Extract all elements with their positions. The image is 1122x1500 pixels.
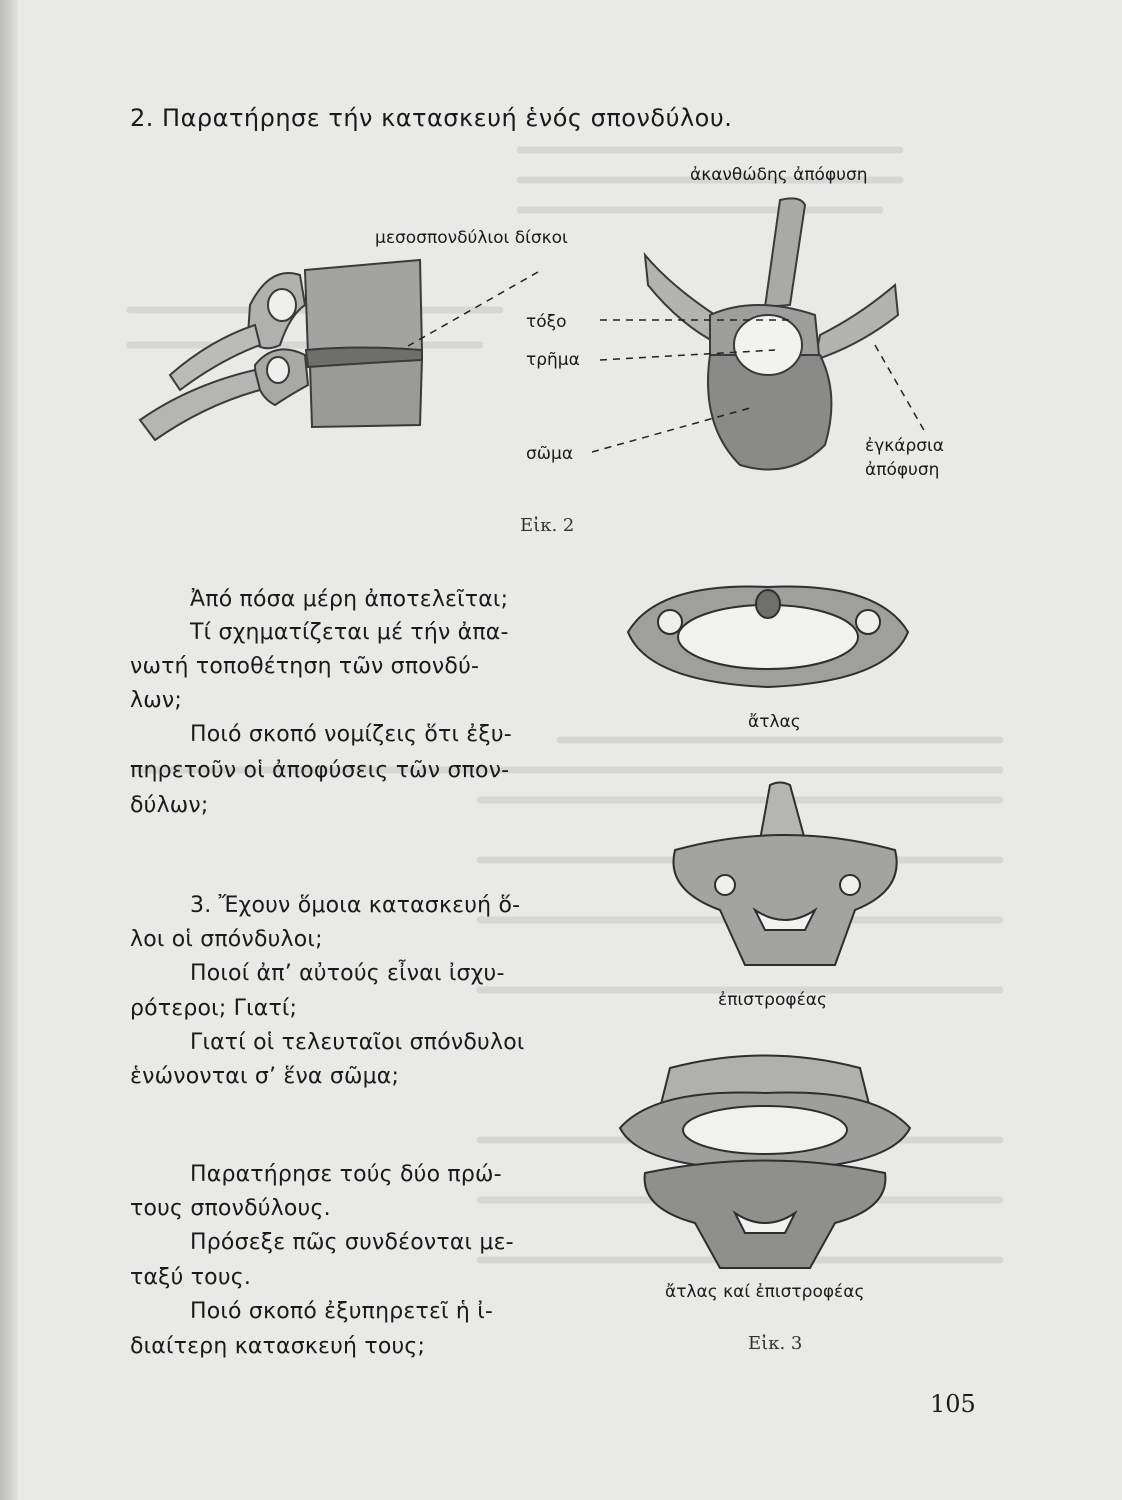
section-heading: 2. Παρατήρησε τήν κατασκευή ἑνός σπονδύλου. bbox=[130, 104, 733, 132]
question-line: διαίτερη κατασκευή τους; bbox=[130, 1334, 426, 1359]
axis-illustration bbox=[655, 780, 915, 970]
label-spinous-process: ἀκανθώδης ἀπόφυση bbox=[690, 165, 868, 185]
label-atlas: ἄτλας bbox=[748, 712, 801, 732]
label-atlas-and-axis: ἄτλας καί ἐπιστροφέας bbox=[665, 1282, 865, 1302]
label-intervertebral-discs: μεσοσπονδύλιοι δίσκοι bbox=[375, 228, 568, 248]
question-line: Ποιό σκοπό ἐξυπηρετεῖ ἡ ἰ- bbox=[190, 1299, 493, 1324]
question-line: Πρόσεξε πῶς συνδέονται με- bbox=[190, 1230, 514, 1255]
question-line: λων; bbox=[130, 688, 182, 713]
figure-3-caption: Εἰκ. 3 bbox=[748, 1333, 803, 1354]
question-line: τους σπονδύλους. bbox=[130, 1196, 331, 1221]
question-line: 3. Ἔχουν ὅμοια κατασκευή ὅ- bbox=[190, 893, 521, 918]
label-transverse-process-line1: ἐγκάρσια bbox=[865, 436, 944, 456]
question-line: δύλων; bbox=[130, 793, 209, 818]
atlas-illustration bbox=[618, 572, 918, 702]
question-line: λοι οἱ σπόνδυλοι; bbox=[130, 927, 323, 952]
question-line: ταξύ τους. bbox=[130, 1265, 252, 1290]
label-axis: ἐπιστροφέας bbox=[718, 990, 827, 1010]
question-line: ἑνώνονται σ’ ἕνα σῶμα; bbox=[130, 1064, 400, 1089]
label-arch: τόξο bbox=[526, 312, 567, 332]
question-line: πηρετοῦν οἱ ἀποφύσεις τῶν σπον- bbox=[130, 758, 510, 783]
atlas-and-axis-illustration bbox=[615, 1048, 915, 1273]
question-line: Γιατί οἱ τελευταῖοι σπόνδυλοι bbox=[190, 1030, 525, 1055]
question-line: Ἀπό πόσα μέρη ἀποτελεῖται; bbox=[190, 587, 509, 612]
question-line: Ποιοί ἀπ’ αὐτούς εἶναι ἰσχυ- bbox=[190, 961, 505, 986]
question-line: Παρατήρησε τούς δύο πρώ- bbox=[190, 1162, 502, 1187]
figure-2-caption: Εἰκ. 2 bbox=[520, 515, 575, 536]
label-foramen: τρῆμα bbox=[526, 350, 580, 370]
page-number: 105 bbox=[930, 1390, 976, 1418]
label-body: σῶμα bbox=[526, 444, 574, 464]
question-line: Τί σχηματίζεται μέ τήν ἀπα- bbox=[190, 620, 509, 645]
question-line: ρότεροι; Γιατί; bbox=[130, 996, 298, 1021]
question-line: νωτή τοποθέτηση τῶν σπονδύ- bbox=[130, 654, 480, 679]
label-transverse-process-line2: ἀπόφυση bbox=[865, 460, 940, 480]
question-line: Ποιό σκοπό νομίζεις ὅτι ἐξυ- bbox=[190, 722, 512, 747]
